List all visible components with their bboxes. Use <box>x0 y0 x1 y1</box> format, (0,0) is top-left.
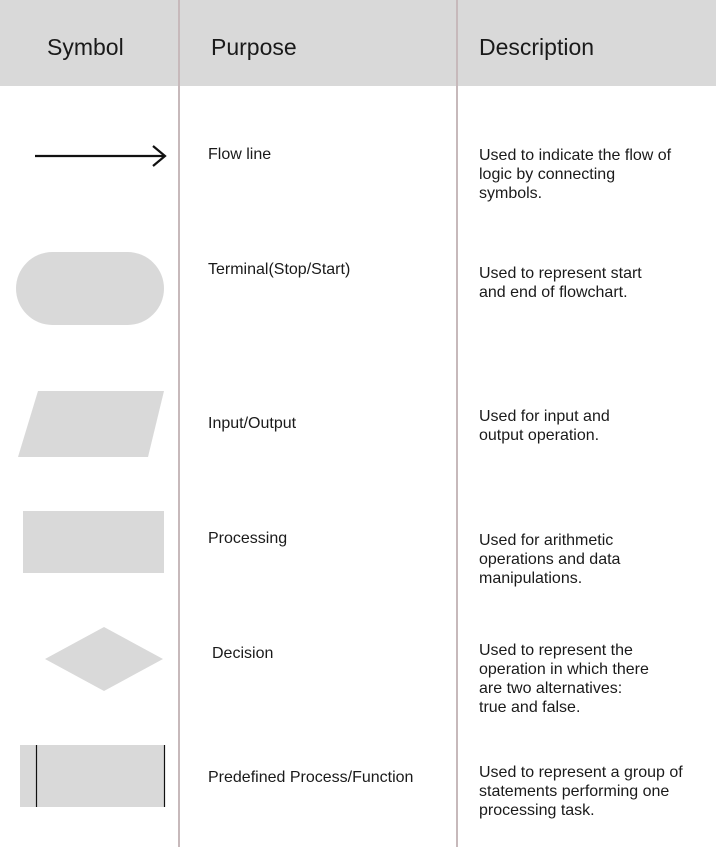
purpose-processing: Processing <box>208 530 288 547</box>
purpose-terminal: Terminal(Stop/Start) <box>208 261 351 278</box>
header-description: Description <box>479 34 595 60</box>
column-divider-2 <box>456 0 458 847</box>
flow-line-arrow-icon <box>35 146 165 166</box>
header-symbol: Symbol <box>47 34 124 60</box>
terminal-shape <box>16 252 164 325</box>
column-divider-1 <box>178 0 180 847</box>
description-flow-line: Used to indicate the flow of logic by connecting symbols. <box>479 147 672 202</box>
description-decision: Used to represent the operation in which there are two alternatives: true and false. <box>479 642 649 716</box>
parallelogram-shape <box>18 391 164 457</box>
purpose-flow-line: Flow line <box>208 146 272 163</box>
description-terminal: Used to represent start and end of flowchart. <box>479 265 642 301</box>
description-processing: Used for arithmetic operations and data manipulations. <box>479 532 621 587</box>
purpose-input-output: Input/Output <box>208 415 297 432</box>
purpose-predefined-process: Predefined Process/Function <box>208 769 414 786</box>
rectangle-shape <box>23 511 164 573</box>
description-predefined-process: Used to represent a group of statements performing one processing task. <box>479 764 683 819</box>
symbol-column <box>0 0 178 847</box>
diamond-shape <box>45 627 163 691</box>
header-purpose: Purpose <box>211 34 297 60</box>
purpose-decision: Decision <box>212 645 274 662</box>
predefined-process-shape <box>20 745 165 807</box>
description-input-output: Used for input and output operation. <box>479 408 610 444</box>
